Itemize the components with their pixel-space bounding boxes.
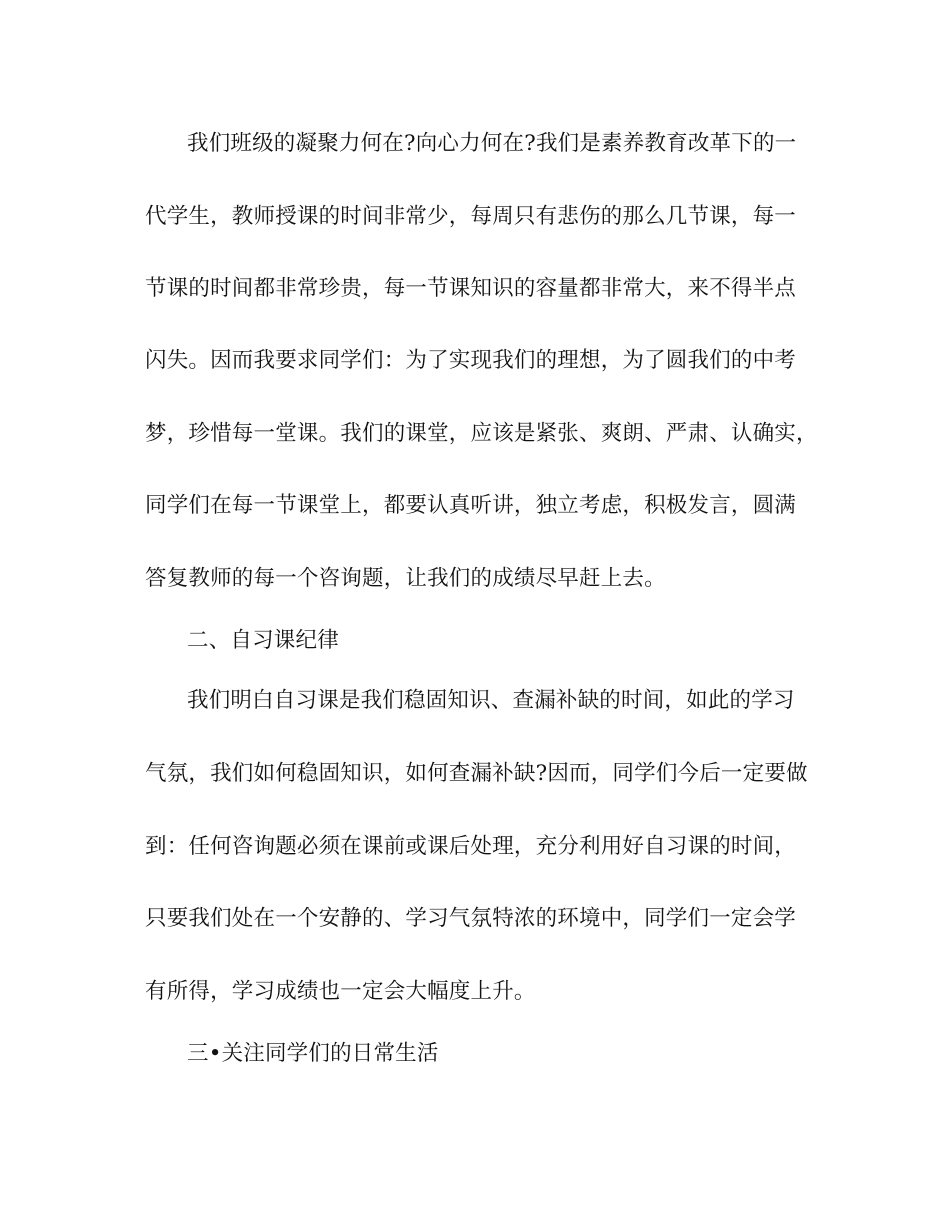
paragraph-2-line-2: 气氛，我们如何稳固知识，如何查漏补缺?因而，同学们今后一定要做 bbox=[145, 761, 808, 786]
paragraph-1-line-6: 同学们在每一节课堂上，都要认真听讲，独立考虑，积极发言，圆满 bbox=[145, 493, 797, 518]
paragraph-1-line-1: 我们班级的凝聚力何在?向心力何在?我们是素养教育改革下的一 bbox=[187, 131, 797, 156]
section-heading-3: 三•关注同学们的日常生活 bbox=[187, 1041, 439, 1066]
paragraph-2-line-3: 到：任何咨询题必须在课前或课后处理，充分利用好自习课的时间， bbox=[145, 834, 797, 859]
paragraph-2-line-5: 有所得，学习成绩也一定会大幅度上升。 bbox=[145, 979, 536, 1004]
paragraph-1-line-5: 梦，珍惜每一堂课。我们的课堂，应该是紧张、爽朗、严肃、认确实， bbox=[145, 421, 818, 446]
section-heading-2: 二、自习课纪律 bbox=[187, 628, 339, 653]
paragraph-1-line-7: 答复教师的每一个咨询题，让我们的成绩尽早赶上去。 bbox=[145, 566, 666, 591]
paragraph-1-line-2: 代学生，教师授课的时间非常少，每周只有悲伤的那么几节课，每一 bbox=[145, 204, 797, 229]
paragraph-1-line-4: 闪失。因而我要求同学们：为了实现我们的理想，为了圆我们的中考 bbox=[145, 348, 797, 373]
paragraph-2-line-4: 只要我们处在一个安静的、学习气氛特浓的环境中，同学们一定会学 bbox=[145, 906, 797, 931]
paragraph-1-line-3: 节课的时间都非常珍贵，每一节课知识的容量都非常大，来不得半点 bbox=[145, 276, 797, 301]
paragraph-2-line-1: 我们明白自习课是我们稳固知识、查漏补缺的时间，如此的学习 bbox=[187, 688, 795, 713]
